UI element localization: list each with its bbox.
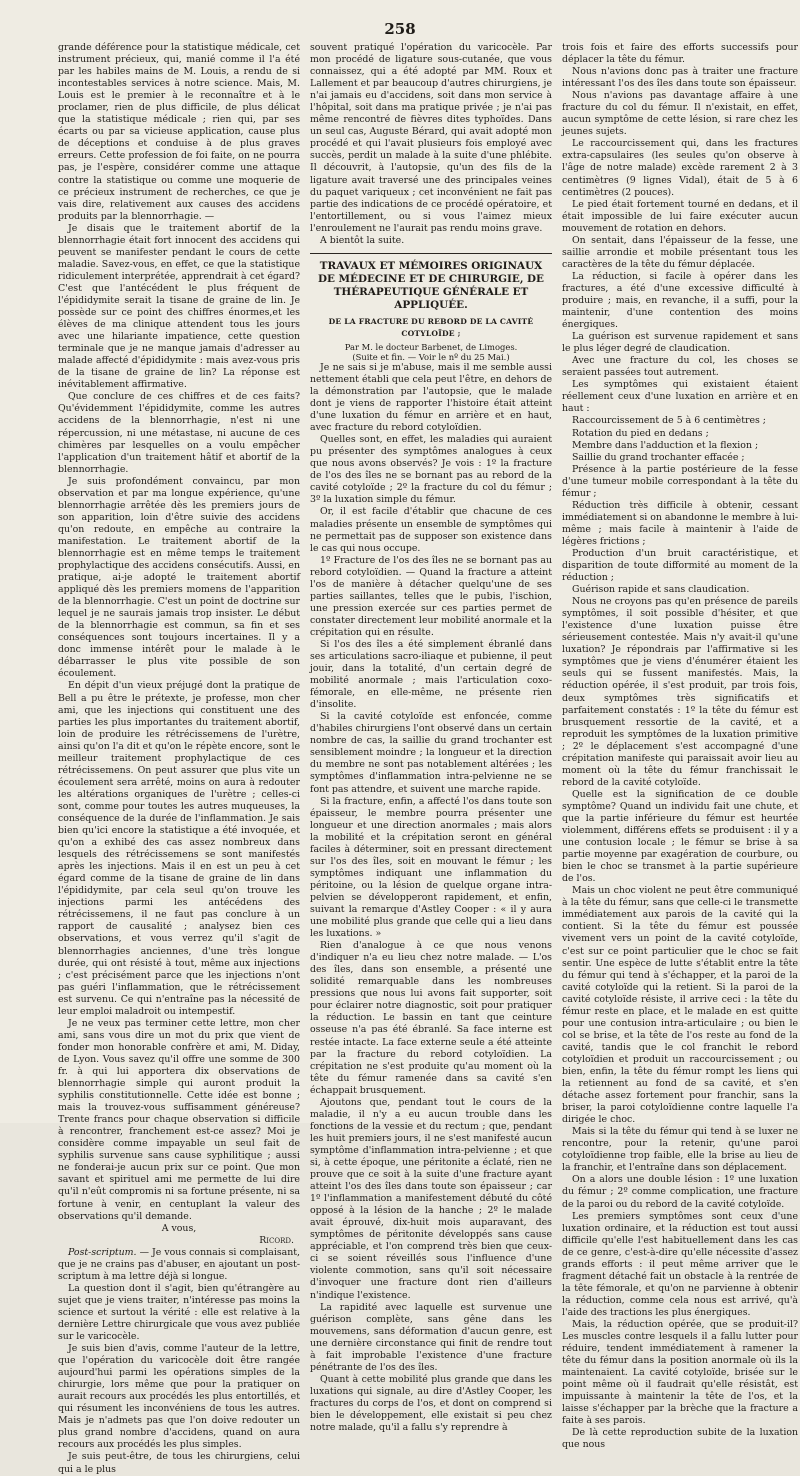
paragraph: Rien d'analogue à ce que nous venons d'indiquer n'a eu lieu chez notre malade. — L'os des îles, dans son ensemble, a présenté une solidité remarquable dans les nombreuses pressions que nous lui avons fait supporter, soit pour éclairer notre diagnostic, soit pour pratiquer la réduction. Le bassin en tant que ceinture osseuse n'a pas été ébranlé. Sa face interne est restée intacte. La face externe seule a été atteinte par la fracture du rebord cotyloïdien. La crépitation ne s'est produite qu'au moment où la tête du fémur ramenée dans sa cavité s'en échappait brusquement. [310,940,552,1096]
paragraph: On sentait, dans l'épaisseur de la fesse, une saillie arrondie et mobile présentant tous les caractères de la tête du fémur déplacée. [562,234,798,270]
article-continuation-note: (Suite et fin. — Voir le nº du 25 Mai.) [352,351,510,362]
paragraph: De là cette reproduction subite de la luxation que nous [562,1427,798,1451]
paragraph: Rotation du pied en dedans ; [572,427,709,439]
paragraph: La question dont il s'agit, bien qu'étrangère au sujet que je viens traiter, n'intéresse pas moins la science et surtout la vérité : elle est relative à la dernière Lettre chirurgicale que vous avez publiée sur le varicocèle. [58,1282,300,1343]
paragraph: Je ne sais si je m'abuse, mais il me semble aussi nettement établi que cela peut l'être, en dehors de la démonstration par l'autopsie, que le malade dont je viens de rapporter l'histoire était atteint d'une luxation du fémur en arrière et en haut, avec fracture du rebord cotyloïdien. [310,361,552,434]
paragraph: Quelle est la signification de ce double symptôme? Quand un individu fait une chute, et que la partie inférieure du fémur est heurtée violemment, différens effets se produisent : il y a une contusion locale ; le fémur se brise à sa partie moyenne par exagération de courbure, ou bien le choc se transmet à la partie supérieure de l'os. [562,788,798,885]
column-left [58,42,300,1476]
paragraph: trois fois et faire des efforts successifs pour déplacer la tête du fémur. [562,42,798,66]
paragraph: A bientôt la suite. [320,234,405,246]
paragraph: Ajoutons que, pendant tout le cours de la maladie, il n'y a eu aucun trouble dans les fonctions de la vessie et du rectum ; que, pendant les huit premiers jours, il ne s'est manifesté aucun symptôme d'inflammation intra-pelvienne ; et que si, à cette époque, une péritonite a éclaté, rien ne prouve que ce soit à la suite d'une fracture ayant atteint l'os des îles dans toute son épaisseur ; car 1º l'inflammation a manifestement débuté du côté opposé à la lésion de la hanche ; 2º le malade avait éprouvé, dix-huit mois auparavant, des symptômes de péritonite développés sans cause appréciable, et l'on comprend très bien que ceux-ci se soient réveillés sous l'influence d'une violente commotion, sans qu'il soit nécessaire d'invoquer une fracture dont rien d'ailleurs n'indique l'existence. [310,1096,552,1301]
paragraph: Mais un choc violent ne peut être communiqué à la tête du fémur, sans que celle-ci le transmette immédiatement aux parois de la cavité qui la contient. Si la tête du fémur est poussée vivement vers un point de la cavité cotyloïde, c'est sur ce point particulier que le choc se fait sentir. Une espèce de lutte s'établit entre la tête du fémur qui tend à s'échapper, et la paroi de la cavité cotyloïde qui la retient. Si la paroi de la cavité cotyloïde résiste, il arrive ceci : la tête du fémur reste en place, et le malade en est quitte pour une contusion intra-articulaire ; ou bien le col se brise, et la tête de l'os reste au fond de la cavité, tandis que le col franchit le rebord cotyloïdien et produit un raccourcissement ; ou bien, enfin, la tête du fémur rompt les liens qui la retiennent au fond de sa cavité, et s'en détache assez fortement pour franchir, sans la briser, la paroi cotyloïdienne contre laquelle l'a dirigée le choc. [562,885,798,1126]
paragraph: Or, il est facile d'établir que chacune de ces maladies présente un ensemble de symptômes qui ne permettait pas de supposer son existence dans le cas qui nous occupe. [310,506,552,554]
paragraph: Réduction très difficile à obtenir, cessant immédiatement si on abandonne le membre à lui-même ; mais facile à maintenir à l'aide de légères frictions ; [562,499,799,547]
paragraph: La rapidité avec laquelle est survenue une guérison complète, sans gêne dans les mouvemens, sans déformation d'aucun genre, est une dernière circonstance qui finit de rendre tout à fait improbable l'existence d'une fracture pénétrante de l'os des îles. [310,1301,552,1373]
closing-line: A vous, [161,1222,197,1234]
paragraph: Mais si la tête du fémur qui tend à se luxer ne rencontre, pour la retenir, qu'une paroi cotyloïdienne trop faible, elle la brise au lieu de la franchir, et l'entraîne dans son déplacement. [562,1126,798,1174]
postscript-label: Post-scriptum. [68,1246,137,1258]
paragraph: La réduction, si facile à opérer dans les fractures, a été d'une excessive difficulté à produire ; mais, en revanche, il a suffi, pour la maintenir, d'une contention des moins énergiques. [562,270,798,331]
paragraph: Je suis peut-être, de tous les chirurgiens, celui qui a le plus [58,1451,300,1475]
paragraph: Nous n'avions donc pas à traiter une fracture intéressant l'os des îles dans toute son épaisseur. [562,66,798,90]
text-columns [58,42,799,1475]
paragraph: 1º Fracture de l'os des îles ne se bornant pas au rebord cotyloïdien. — Quand la fracture a atteint l'os de manière à détacher quelqu'une de ses parties saillantes, telles que le pubis, l'ischion, une pression exercée sur ces parties permet de constater directement leur mobilité anormale et la crépitation qui en résulte. [310,554,552,638]
paragraph: souvent pratiqué l'opération du varicocèle. Par mon procédé de ligature sous-cutanée, que vous connaissez, qui a été adopté par MM. Roux et Lallement et par beaucoup d'autres chirurgiens, je n'ai jamais eu d'accidens, soit dans mon service à l'hôpital, soit dans ma pratique privée ; je n'ai pas même rencontré de fièvres dites typhoïdes. Dans un seul cas, Auguste Bérard, qui avait adopté mon procédé et qui l'avait plusieurs fois employé avec succès, perdit un malade à la suite d'une phlébite. Il découvrit, à l'autopsie, qu'un des fils de la ligature avait traversé une des principales veines du paquet variqueux ; cet inconvénient ne fait pas partie des indications de ce procédé opératoire, et l'entortillement, ou si vous l'aimez mieux l'enroulement ne l'aurait pas rendu moins grave. [310,42,552,234]
paragraph: Nous ne croyons pas qu'en présence de pareils symptômes, il soit possible d'hésiter, et que l'existence d'une luxation puisse être sérieusement contestée. Mais n'y avait-il qu'une luxation? Je répondrais par l'affirmative si les symptômes que je viens d'énumérer étaient les seuls qui se fussent manifestés. Mais, la réduction opérée, il s'est produit, par trois fois, deux symptômes très significatifs et parfaitement constatés : 1º la tête du fémur est brusquement ressortie de la cavité, et a reproduit les symptômes de la luxation primitive ; 2º le déplacement s'est accompagné d'une crépitation manifeste qui paraissait avoir lieu au moment où la tête du fémur franchissait le rebord de la cavité cotyloïde. [562,596,798,788]
paragraph: Production d'un bruit caractéristique, et disparition de toute difformité au moment de la réduction ; [562,547,798,584]
article-author: Par M. le docteur Barbenet, de Limoges. [344,341,518,352]
paragraph: Je suis profondément convaincu, par mon observation et par ma longue expérience, qu'une blennorrhagie arrêtée dès les premiers jours de son apparition, loin d'être suivie des accidens qu'on redoute, en empêche au contraire la manifestation. Le traitement abortif de la blennorrhagie est en même temps le traitement prophylactique des accidens consécutifs. Aussi, en pratique, ai-je adopté le traitement abortif appliqué dès les premiers momens de l'apparition de la blennorrhagie. C'est un point de doctrine sur lequel je ne saurais jamais trop insister. Le début de la blennorrhagie est commun, sa fin et ses conséquences sont toujours incertaines. Il y a donc immense intérêt pour le malade à le débarrasser le plus vite possible de son écoulement. [58,475,300,680]
paragraph: Je disais que le traitement abortif de la blennorrhagie était fort innocent des accidens qui peuvent se manifester pendant le cours de cette maladie. Savez-vous, en effet, ce que la statistique ridiculement interprétée, apprendrait à cet égard? C'est que l'antécédent le plus fréquent de l'épididymite serait la tisane de graine de lin. Je possède sur ce point des chiffres énormes,et les élèves de ma clinique attendent tous les jours avec une hilariante impatience, cette question terminale que je ne manque jamais d'adresser au malade affecté d'épididymite : mais avez-vous pris de la tisane de graine de lin? La réponse est inévitablement affirmative. [58,222,300,391]
column-right [562,42,798,1476]
paragraph: Si la cavité cotyloïde est enfoncée, comme d'habiles chirurgiens l'ont observé dans un certain nombre de cas, la saillie du grand trochanter est sensiblement moindre ; la longueur et la direction du membre ne sont pas notablement altérées ; les symptômes d'inflammation intra-pelvienne ne se font pas attendre, et suivent une marche rapide. [310,711,552,795]
paragraph: Nous n'avions pas davantage affaire à une fracture du col du fémur. Il n'existait, en effet, aucun symptôme de cette lésion, si rare chez les jeunes sujets. [562,90,798,138]
paragraph: Si la fracture, enfin, a affecté l'os dans toute son épaisseur, le membre pourra présenter une longueur et une direction anormales ; mais alors la mobilité et la crépitation seront en général faciles à déterminer, soit en pressant directement sur l'os des îles, soit en mouvant le fémur ; les symptômes indiquant une inflammation du péritoine, ou la lésion de quelque organe intra-pelvien se développeront rapidement, et enfin, suivant la remarque d'Astley Cooper : « il y aura une mobilité plus grande que celle qui a lieu dans les luxations. » [310,795,552,940]
paragraph: On a alors une double lésion : 1º une luxation du fémur ; 2º comme complication, une fracture de la paroi ou du rebord de la cavité cotyloïde. [562,1174,798,1210]
page-number: 258 [384,20,416,38]
paragraph: Mais, la réduction opérée, que se produit-il? Les muscles contre lesquels il a fallu lutter pour réduire, tendent immédiatement à ramener la tête du fémur dans la position anormale où ils la maintenaient. La cavité cotyloïde, brisée sur le point même où il faudrait qu'elle résistât, est impuissante à maintenir la tête de l'os, et la laisse s'échapper par la brèche que la fracture a faite à ses parois. [562,1318,798,1427]
paragraph: Saillie du grand trochanter effacée ; [572,451,745,463]
section-divider [310,253,552,254]
paragraph: Je ne veux pas terminer cette lettre, mon cher ami, sans vous dire un mot du prix que vient de fonder mon honorable confrère et ami, M. Diday, de Lyon. Vous savez qu'il offre une somme de 300 fr. à qui lui apportera dix observations de blennorrhagie simple qui auront produit la syphilis constitutionnelle. Cette idée est bonne ; mais la trouvez-vous suffisamment généreuse? Trente francs pour chaque observation si difficile à rencontrer, franchement est-ce assez? Moi je considère comme impayable un seul fait de syphilis survenue sans cause syphilitique ; aussi ne fonderai-je aucun prix sur ce point. Que mon savant et spirituel ami me permette de lui dire qu'il n'eût compromis ni sa fortune présente, ni sa fortune à venir, en centuplant la valeur des observations qu'il demande. [58,1017,300,1222]
paragraph: Les premiers symptômes sont ceux d'une luxation ordinaire, et la réduction est tout aussi difficile qu'elle l'est habituellement dans les cas de ce genre, c'est-à-dire qu'elle nécessite d'assez grands efforts : il peut même arriver que le fragment détaché fait un obstacle à la rentrée de la tête fémorale, et qu'on ne parvienne à obtenir la réduction, comme cela nous est arrivé, qu'à l'aide des tractions les plus énergiques. [562,1210,798,1318]
paragraph: En dépit d'un vieux préjugé dont la pratique de Bell a pu être le prétexte, je professe, mon cher ami, que les injections qui constituent une des parties les plus importantes du traitement abortif, loin de produire les rétrécissemens de l'urètre, ainsi qu'on l'a dit et qu'on le répète encore, sont le meilleur traitement prophylactique de ces rétrécissemens. On peut assurer que plus vite un écoulement sera arrêté, moins on aura à redouter les altérations organiques de l'urètre ; celles-ci sont, comme pour toutes les autres muqueuses, la conséquence de la durée de l'inflammation. Je sais bien qu'ici encore la statistique a été invoquée, et qu'on a exhibé des cas assez nombreux dans lesquels des rétrécissemens se sont manifestés après les injections. Mais il en est un peu à cet égard comme de la tisane de graine de lin dans l'épididymite, par cela seul qu'on trouve les injections parmi les antécédens des rétrécissemens, il ne faut pas conclure à un rapport de causalité ; analysez bien ces observations, et vous verrez qu'il s'agit de blennorrhagies anciennes, d'une très longue durée, qui ont résisté à tout, même aux injections ; c'est précisément parce que les injections n'ont pas guéri l'inflammation, que le rétrécissement est survenu. Ce qui n'entraîne pas la nécessité de leur emploi maladroit ou intempestif. [58,680,300,1017]
paragraph: Quant à cette mobilité plus grande que dans les luxations qui signale, au dire d'Astley Cooper, les fractures du corps de l'os, et dont on comprend si bien le développement, elle existait si peu chez notre malade, qu'il a fallu s'y reprendre à [310,1373,552,1434]
paragraph: Quelles sont, en effet, les maladies qui auraient pu présenter des symptômes analogues à ceux que nous avons observés? Je vois : 1º la fracture de l'os des îles ne se bornant pas au rebord de la cavité cotyloïde ; 2º la fracture du col du fémur ; 3º la luxation simple du fémur. [310,434,552,506]
paragraph: Le raccourcissement qui, dans les fractures extra-capsulaires (les seules qu'on observe à l'âge de notre malade) excède rarement 2 à 3 centimètres (9 lignes Vidal), était de 5 à 6 centimètres (2 pouces). [562,138,798,198]
paragraph: Membre dans l'adduction et la flexion ; [572,439,759,451]
paragraph: Le pied était fortement tourné en dedans, et il était impossible de lui faire exécuter aucun mouvement de rotation en dehors. [562,198,798,234]
paragraph: Avec une fracture du col, les choses se seraient passées tout autrement. [562,355,798,379]
column-middle [310,42,552,1476]
paragraph: Raccourcissement de 5 à 6 centimètres ; [572,415,766,427]
paragraph: Les symptômes qui existaient étaient réellement ceux d'une luxation en arrière et en haut : [562,379,798,415]
paragraph: Guérison rapide et sans claudication. [572,584,750,596]
paragraph: Que conclure de ces chiffres et de ces faits? Qu'évidemment l'épididymite, comme les autres accidens de la blennorrhagie, n'est ni une répercussion, ni une métastase, ni aucune de ces chimères par lesquelles on a voulu empêcher l'application d'un traitement hâtif et abortif de la blennorrhagie. [58,391,300,475]
postscript-paragraph [58,1247,300,1283]
article-title: DE LA FRACTURE DU REBORD DE LA CAVITÉ COTYLOÏDE ; [328,316,534,338]
section-title: TRAVAUX ET MÉMOIRES ORIGINAUX DE MÉDECINE ET DE CHIRURGIE, DE THÉRAPEUTIQUE GÉNÉRALE ET APPLIQUÉE. [318,259,544,311]
postscript-text: — Je vous connais si complaisant, que je ne crains pas d'abuser, en ajoutant un post-scriptum à ma lettre déjà si longue. [58,1246,301,1282]
paragraph: Je suis bien d'avis, comme l'auteur de la lettre, que l'opération du varicocèle doit être rangée aujourd'hui parmi les opérations simples de la chirurgie, lors même que pour la pratiquer on aurait recours aux procédés les plus entortillés, et qui résument les inconvéniens de tous les autres. Mais je n'admets pas que l'on doive redouter un plus grand nombre d'accidens, quand on aura recours aux procédés les plus simples. [58,1343,300,1451]
paragraph: Présence à la partie postérieure de la fesse d'une tumeur mobile correspondant à la tête du fémur ; [562,463,798,499]
paragraph: La guérison est survenue rapidement et sans le plus léger degré de claudication. [562,331,798,355]
signature: Ricord. [259,1234,294,1246]
paragraph: Si l'os des îles a été simplement ébranlé dans ses articulations sacro-iliaque et pubienne, il peut jouir, dans la totalité, d'un certain degré de mobilité anormale ; mais l'articulation coxo-fémorale, en elle-même, ne présente rien d'insolite. [310,638,552,711]
paragraph: grande déférence pour la statistique médicale, cet instrument précieux, qui, manié comme il l'a été par les habiles mains de M. Louis, a rendu de si incontestables services à notre science. Mais, M. Louis est le premier à le reconnaître et à le proclamer, rien de plus difficile, de plus délicat que la statistique médicale ; rien qui, par ses écarts ou par sa vicieuse application, cause plus de déceptions et conduise à de plus graves erreurs. Cette profession de foi faite, on ne pourra pas, je l'espère, considérer comme une attaque contre la statistique ou comme une moquerie de ce précieux instrument de recherches, ce que je vais dire, relativement aux causes des accidens produits par la blennorrhagie. — [58,42,300,222]
